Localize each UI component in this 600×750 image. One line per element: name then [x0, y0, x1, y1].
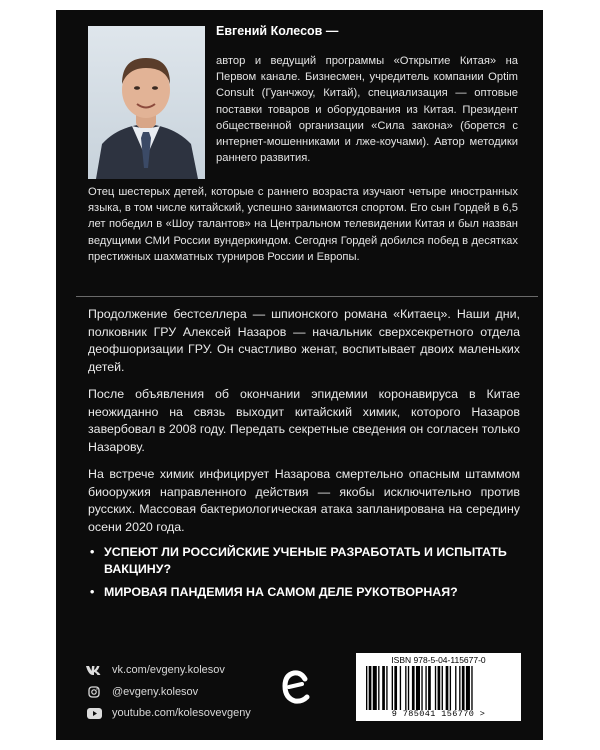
book-back-cover [56, 10, 543, 740]
annotation-paragraph-3: На встрече химик инфицирует Назарова смертельно опасным штаммом биооружия направленного действия — якобы исключительно против русских. Массовая бактериологическая атака запланирована на середину осени 2020 года. [88, 467, 520, 534]
barcode-bar [438, 666, 441, 710]
section-divider [76, 296, 538, 297]
author-name: Евгений Колесов — [216, 24, 339, 38]
instagram-link-text[interactable]: @evgeny.kolesov [112, 686, 199, 698]
barcode-bar [405, 666, 406, 710]
barcode-bar [400, 666, 401, 710]
social-link-vk[interactable] [86, 664, 225, 676]
instagram-icon [86, 686, 102, 698]
barcode-bar [408, 666, 409, 710]
author-bio-continuation: Отец шестерых детей, которые с раннего возраста изучают четыре иностранных языка, в том числе китайский, успешно занимаются спортом. Его сын Гордей в 6,5 лет победил в «Шоу талантов» на Центральном телевидении Китая и был назван ведущими СМИ России вундеркиндом. Сегодня Гордей добился побед в десятках престижных шахматных турниров России и Европы. [88, 186, 518, 263]
eksmo-logo-icon [280, 668, 312, 708]
barcode-bar [466, 666, 470, 710]
barcode-bar [450, 666, 451, 710]
barcode-bar [373, 666, 377, 710]
barcode-bar [428, 666, 431, 710]
annotation-paragraph-2: После объявления об окончании эпидемии коронавируса в Китае неожиданно на связь выходит китайский химик, которого Назаров завербовал в 2008 году. Передать секретные сведения он согласен только Назарову. [88, 387, 520, 454]
question-1-text: УСПЕЮТ ЛИ РОССИЙСКИЕ УЧЕНЫЕ РАЗРАБОТАТЬ И ИСПЫТАТЬ ВАКЦИНУ? [104, 545, 507, 576]
barcode-bar [462, 666, 465, 710]
barcode-bar [471, 666, 472, 710]
barcode-bars [364, 666, 513, 710]
barcode-bar [392, 666, 393, 710]
barcode-bar [412, 666, 415, 710]
barcode-bar [446, 666, 449, 710]
author-photo [88, 26, 205, 179]
vk-icon [86, 664, 102, 676]
barcode-bar [435, 666, 436, 710]
barcode-bar [416, 666, 420, 710]
author-portrait-illustration [88, 26, 205, 179]
barcode [356, 653, 521, 721]
youtube-link-text[interactable]: youtube.com/kolesovevgeny [112, 707, 251, 719]
bullet-point: • [90, 585, 95, 599]
barcode-bar [421, 666, 422, 710]
barcode-bar [442, 666, 443, 710]
bullet-point: • [90, 545, 95, 559]
barcode-bar [459, 666, 460, 710]
barcode-bar [455, 666, 456, 710]
question-2 [90, 584, 530, 601]
barcode-bar [425, 666, 426, 710]
social-link-instagram[interactable] [86, 686, 198, 698]
question-1 [90, 544, 520, 578]
barcode-bar [386, 666, 387, 710]
author-bio-text: автор и ведущий программы «Открытие Китая» на Первом канале. Бизнесмен, учредитель компании Optim Consult (Гуанчжоу, Китай), специализация — оптовые поставки товаров и оборудования из Китая. Президент общественной организации «Сила закона» (борется с интернет-мошенниками и лже-коучами). Автор методики раннего развития. [216, 55, 518, 165]
barcode-bar [378, 666, 379, 710]
isbn-number: ISBN 978-5-04-115677-0 [391, 655, 486, 665]
barcode-bar [366, 666, 367, 710]
question-2-text: МИРОВАЯ ПАНДЕМИЯ НА САМОМ ДЕЛЕ РУКОТВОРНАЯ? [104, 585, 458, 599]
annotation-paragraph-1: Продолжение бестселлера — шпионского романа «Китаец». Наши дни, полковник ГРУ Алексей Назаров — начальник сверхсекретного отдела деофшоризации ГРУ. Он счастливо женат, воспитывает двоих маленьких детей. [88, 307, 520, 374]
youtube-icon [86, 707, 102, 719]
barcode-bar [394, 666, 397, 710]
barcode-bar [369, 666, 372, 710]
vk-link-text[interactable]: vk.com/evgeny.kolesov [112, 664, 225, 676]
barcode-bar [382, 666, 385, 710]
barcode-digits: 9 785041 156770 > [391, 709, 486, 719]
social-link-youtube[interactable] [86, 707, 251, 719]
